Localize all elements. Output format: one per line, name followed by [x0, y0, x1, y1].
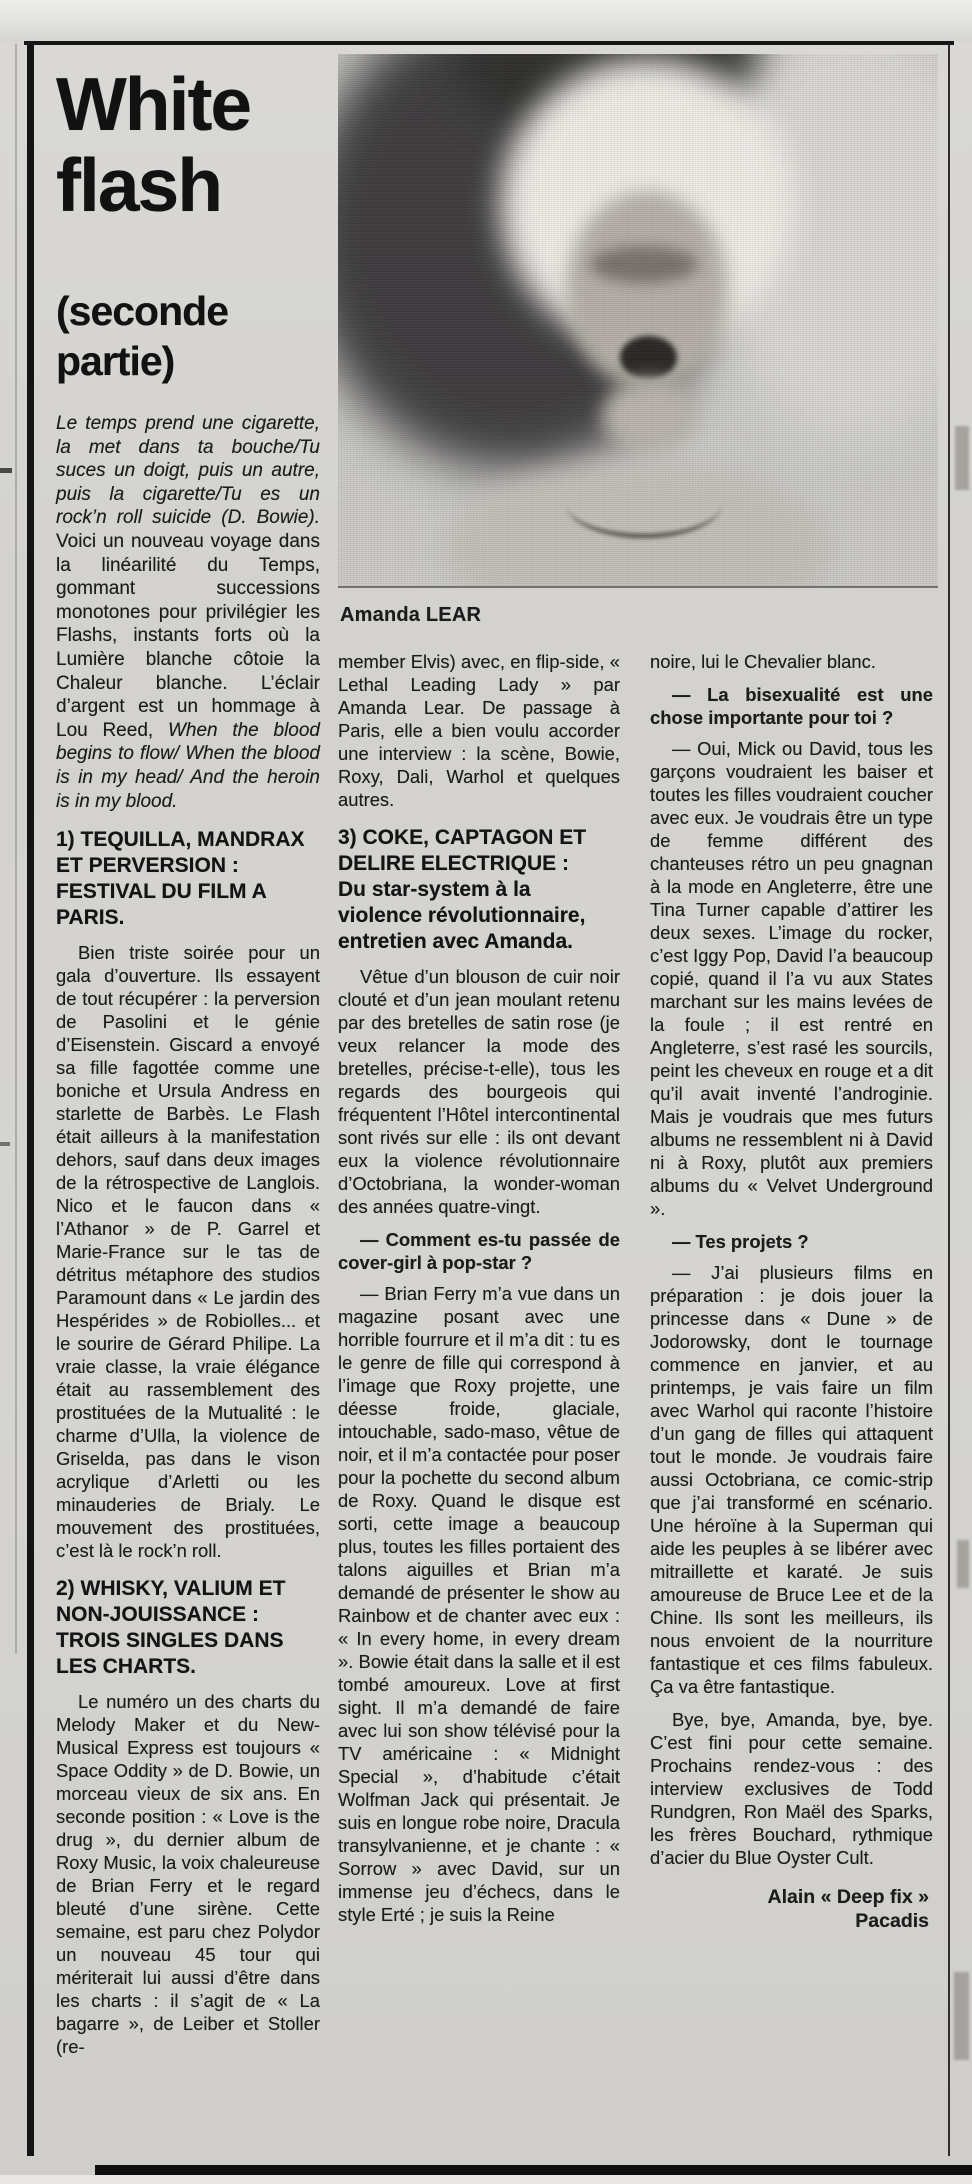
photo-grain-overlay — [338, 54, 938, 586]
adjacent-column-smudge — [957, 1540, 969, 1588]
byline-author: Alain « Deep fix » — [767, 1886, 929, 1908]
column-right — [650, 650, 933, 1933]
interview-question-3: — Tes projets ? — [672, 1231, 809, 1252]
article-subtitle — [56, 286, 320, 386]
closing-paragraph: Bye, bye, Amanda, bye, bye. C’est fini pour cette semaine. Prochains rendez-vous : des interview exclusives de Todd Rundgren, Ron Maël des Sparks, les frères Bouchard, rythmique d’acier du Blue Oyster Cult. — [650, 1709, 933, 1868]
section-2-heading: 2) WHISKY, VALIUM ET NON-JOUISSANCE : TROIS SINGLES DANS LES CHARTS. — [56, 1577, 286, 1679]
interview-answer-2: — Oui, Mick ou David, tous les garçons voudraient les baiser et toutes les filles voudraient coucher avec eux. Je voudrais être un type de femme différent des chanteuses rétro un peu gnagnan à la mode en Angleterre, être une Tina Turner capable d’attirer les deux sexes. L’image du rocker, c’est Iggy Pop, David l’a beaucoup copié, quand il l’a vu aux States marchant sur les mains levées de la foule ; il est rentré en Angleterre, s’est rasé les sourcils, peint les cheveux en rouge et a dit qu’il avait inventé l’androginie. Mais je voudrais que mes futurs albums ne ressemblent ni à David ni à Roxy, plutôt aux premiers albums du « Velvet Underground ». — [650, 738, 933, 1219]
adjacent-column-smudge — [954, 1972, 969, 2060]
adjacent-column-fragment — [0, 1142, 10, 1146]
page-gutter-line — [15, 44, 17, 1654]
section-3-subheading: Du star-system à la violence révolutionnaire, entretien avec Amanda. — [338, 878, 586, 953]
interview-question-2: — La bisexualité est une chose importante pour toi ? — [650, 684, 933, 728]
article-title — [56, 64, 320, 226]
section-2-body: Le numéro un des charts du Melody Maker et du New-Musical Express est toujours « Space Oddity » de D. Bowie, un morceau vieux de six ans. En seconde position : « Love is the drug », du dernier album de Roxy Music, la voix chaleureuse de Brian Ferry et le regard bleuté d’une sirène. Cette semaine, est paru chez Polydor un nouveau 45 tour qui mériterait lui aussi d’être dans les charts : il s’agit de « La bagarre », de Leiber et Stoller (re- — [56, 1691, 320, 2058]
adjacent-column-fragment — [0, 468, 12, 473]
section-1-body: Bien triste soirée pour un gala d’ouverture. Ils essayent de tout récupérer : la perversion de Pasolini et le génie d’Eisenstein. Giscard a envoyé sa fille fagottée comme une boniche et Ursula Andress en starlette de Barbès. Le Flash était ailleurs à la manifestation dehors, sauf dans deux images de la rétrospective de Langlois. Nico et le faucon dans « l’Athanor » de P. Garrel et Marie-France sur le tas de détritus métaphore des studios Paramount dans « Le jardin des Hespérides » de Robiolles... et le sourire de Gérard Philipe. La vraie classe, la vraie élégance était au rassemblement des prostituées de la Mutualité : le charme d’Ulla, la violence de Griselda, pas dans le vison acrylique d’Arletti ou les minauderies de Brialy. Le mouvement des prostituées, c’est là le rock’n roll. — [56, 942, 320, 1562]
torn-paper-bottom-edge — [0, 2175, 972, 2184]
photo-caption: Amanda LEAR — [340, 604, 482, 626]
column-left — [56, 64, 320, 2068]
subtitle-line-2: partie) — [56, 338, 175, 384]
section-3-heading — [338, 825, 620, 955]
lou-reed-lyrics-quote: When the blood begins to flow/ When the blood is in my head/ And the heroin is in my blood. — [56, 719, 320, 812]
bowie-lyrics-quote: Le temps prend une cigarette, la met dans ta bouche/Tu suces un doigt, puis un autre, puis la cigarette/Tu es un rock’n roll suicide (D. Bowie). — [56, 413, 320, 529]
adjacent-column-smudge — [955, 426, 969, 490]
section-2-continuation: member Elvis) avec, en flip-side, « Lethal Leading Lady » par Amanda Lear. De passage à Paris, elle a bien voulu accorder une interview : la scène, Bowie, Roxy, Dali, Warhol et quelques autres. — [338, 651, 620, 810]
interview-answer-1: — Brian Ferry m’a vue dans un magazine posant avec une horrible fourrure et il m’a dit : tu es le genre de fille qui correspond à l’image que Roxy projette, une déesse froide, glaciale, intouchable, sado-maso, vêtue de noir, et il m’a contactée pour poser pour la pochette du second album de Roxy. Quand le disque est sorti, cette image a beaucoup plus, toutes les filles portaient des talons aiguilles et Brian m’a demandé de présenter le show au Rainbow et de chanter avec eux : « In every home, in every dream ». Bowie était dans la salle et il est tombé amoureux. Love at first sight. Il m’a demandé de faire avec lui son show télévisé pour la TV américaine : « Midnight Special », d’habitude c’était Wolfman Jack qui présentait. Je suis en longue robe noire, Dracula transylvanienne, et je chante : « Sorrow » avec David, sur un immense jeu d’échecs, dans le style Erté ; je suis la Reine — [338, 1283, 620, 1925]
right-column-rule — [948, 44, 950, 2156]
column-middle — [338, 650, 620, 1936]
title-line-1: White — [56, 62, 251, 146]
section-1-heading: 1) TEQUILLA, MANDRAX ET PERVERSION : FESTIVAL DU FILM A PARIS. — [56, 828, 305, 930]
amanda-lear-photo — [338, 54, 938, 588]
title-line-2: flash — [56, 143, 222, 227]
intro-paragraph — [56, 412, 320, 813]
left-column-rule — [27, 44, 34, 2156]
interview-question-1: — Comment es-tu passée de cover-girl à pop-star ? — [338, 1229, 620, 1273]
section-3-lead: Vêtue d’un blouson de cuir noir clouté et d’un jean moulant retenu par des bretelles de satin rose (je veux relancer la mode des bretelles, précise-t-elle), tous les regards des bourgeois qui fréquentent l’Hôtel intercontinental sont rivés sur elle : ils ont devant eux la violence révolutionnaire d’Octobriana, la wonder-woman des années quatre-vingt. — [338, 966, 620, 1217]
byline-author-surname: Pacadis — [855, 1910, 929, 1932]
section-3-heading-main: 3) COKE, CAPTAGON ET DELIRE ELECTRIQUE : — [338, 826, 587, 875]
interview-answer-3: — J’ai plusieurs films en préparation : je dois jouer la princesse dans « Dune » de Jodorowsky, dont le tournage commence en janvier, et au printemps, je vais faire un film avec Warhol qui raconte l’histoire d’un gang de filles qui attaquent tout le monde. Je voudrais faire aussi Octobriana, ce comic-strip que j’ai transformé en scénario. Une héroïne à la Superman qui aide les peuples à se libérer avec mitraillette et karaté. Je suis amoureuse de Bruce Lee et de la Chine. Ils sont les meilleurs, ils nous envoient de la nourriture fantastique et ces films fabuleux. Ça va être fantastique. — [650, 1262, 933, 1697]
subtitle-line-1: (seconde — [56, 288, 228, 334]
answer-1-continuation: noire, lui le Chevalier blanc. — [650, 651, 876, 672]
top-horizontal-rule — [24, 41, 954, 45]
intro-narration: Voici un nouveau voyage dans la linéarilité du Temps, gommant successions monotones pour privilégier les Flashs, instants forts où la Lumière blanche côtoie la Chaleur blanche. L’éclair d’argent est un hommage à Lou Reed, — [56, 530, 320, 741]
byline — [650, 1885, 933, 1933]
torn-paper-top-edge — [0, 0, 972, 42]
bottom-horizontal-rule — [95, 2165, 972, 2175]
